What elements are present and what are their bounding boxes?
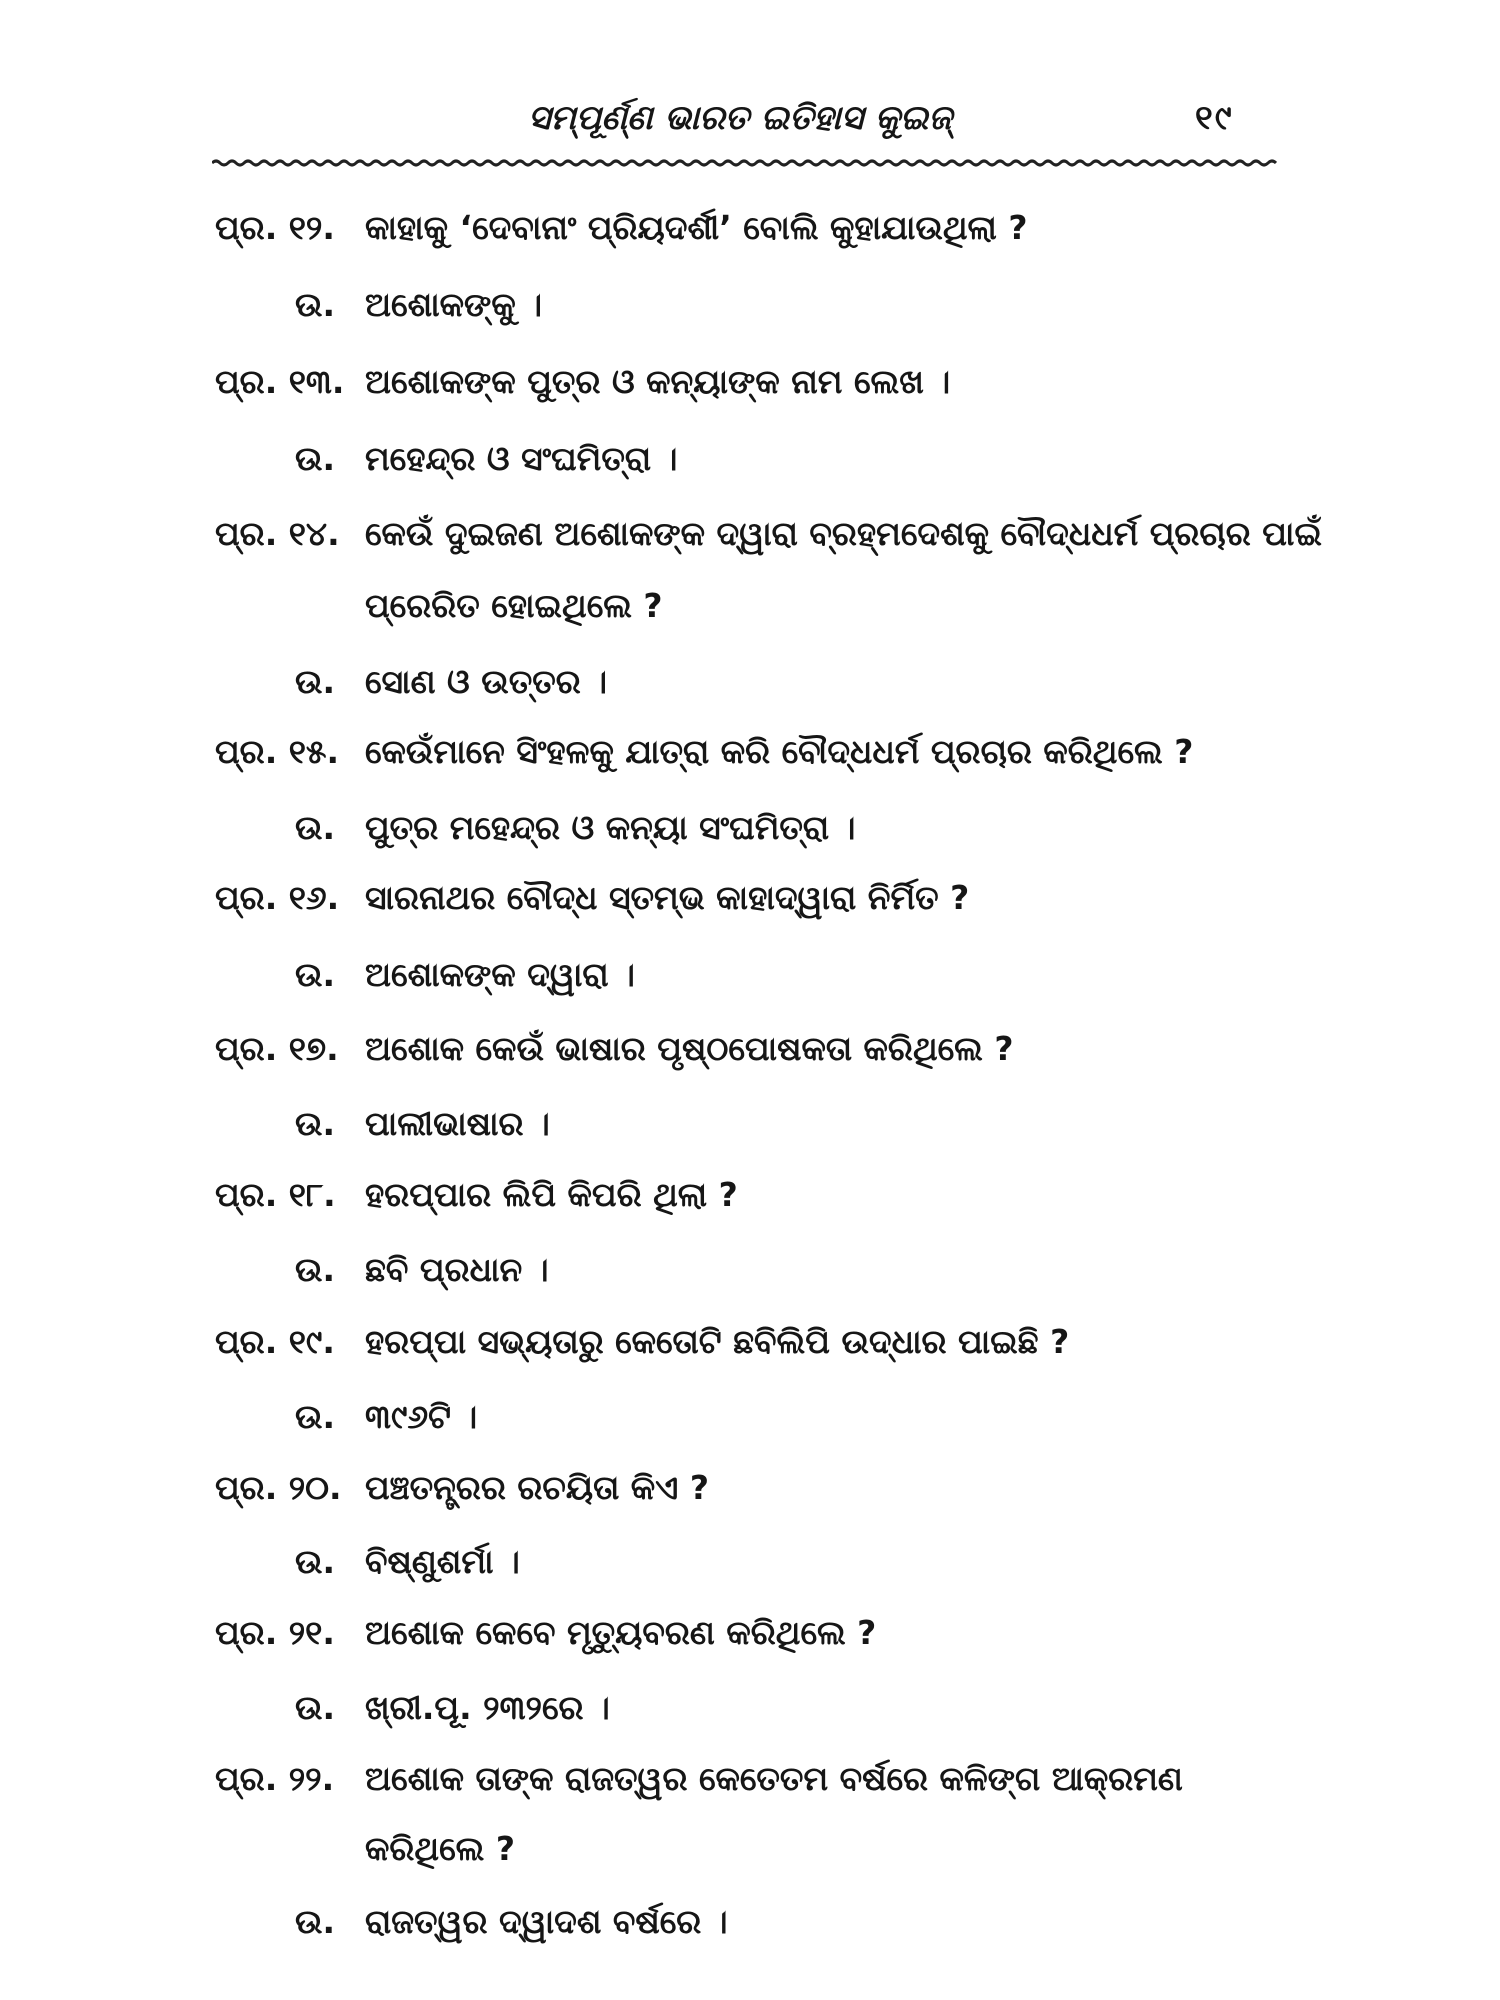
question-text: ଅଶୋକ କେବେ ମୃତ୍ୟୁବରଣ କରିଥିଲେ ? <box>365 1613 877 1652</box>
answer-text: ପାଲୀଭାଷାର । <box>365 1104 550 1143</box>
answer-label: ଉ. <box>295 1104 336 1143</box>
question-text: ଅଶୋକ କେଉଁ ଭାଷାର ପୃଷ୍ଠପୋଷକତା କରିଥିଲେ ? <box>365 1029 1014 1068</box>
answer-label: ଉ. <box>295 955 336 994</box>
answer-label: ଉ. <box>295 1250 336 1289</box>
answer-label: ଉ. <box>295 439 336 478</box>
answer-text: ଖ୍ରୀ.ପୂ. ୨୩୨ରେ । <box>365 1688 610 1727</box>
running-header-title: ସମ୍ପୂର୍ଣ୍ଣ ଭାରତ ଇତିହାସ କୁଇଜ୍ <box>528 98 952 138</box>
answer-text: ପୁତ୍ର ମହେନ୍ଦ୍ର ଓ କନ୍ୟା ସଂଘମିତ୍ରା । <box>365 808 856 847</box>
answer-label: ଉ. <box>295 662 336 701</box>
question-number: ପ୍ର. ୧୮. <box>215 1175 336 1214</box>
question-number: ପ୍ର. ୧୯. <box>215 1322 335 1361</box>
question-text: କେଉଁମାନେ ସିଂହଳକୁ ଯାତ୍ରା କରି ବୌଦ୍ଧଧର୍ମ ପ୍ରଚାର କରିଥିଲେ ? <box>365 732 1194 771</box>
answer-text: ବିଷ୍ଣୁଶର୍ମା । <box>365 1542 520 1581</box>
question-number: ପ୍ର. ୧୪. <box>215 514 340 553</box>
question-number: ପ୍ର. ୧୨. <box>215 208 335 247</box>
question-text: ଅଶୋକଙ୍କ ପୁତ୍ର ଓ କନ୍ୟାଙ୍କ ନାମ ଲେଖ । <box>365 362 951 401</box>
question-number: ପ୍ର. ୨୦. <box>215 1468 342 1507</box>
answer-text: ଅଶୋକଙ୍କୁ । <box>365 285 543 324</box>
question-text: କେଉଁ ଦୁଇଜଣ ଅଶୋକଙ୍କ ଦ୍ୱାରା ବ୍ରହ୍ମଦେଶକୁ ବୌଦ୍ଧଧର୍ମ ପ୍ରଚାର ପାଇଁ <box>365 514 1322 553</box>
answer-text: ସୋଣ ଓ ଉତ୍ତର । <box>365 662 608 701</box>
question-text: ପଞ୍ଚତନ୍ତ୍ରର ରଚୟିତା କିଏ ? <box>365 1468 710 1507</box>
question-text: ସାରନାଥର ବୌଦ୍ଧ ସ୍ତମ୍ଭ କାହାଦ୍ୱାରା ନିର୍ମିତ ? <box>365 878 970 917</box>
question-number: ପ୍ର. ୨୨. <box>215 1759 335 1798</box>
question-number: ପ୍ର. ୧୭. <box>215 1029 339 1068</box>
question-number: ପ୍ର. ୧୫. <box>215 732 340 771</box>
question-text: ହରପ୍ପା ସଭ୍ୟତାରୁ କେତୋଟି ଛବିଲିପି ଉଦ୍ଧାର ପାଇଛି ? <box>365 1322 1070 1361</box>
question-number: ପ୍ର. ୧୬. <box>215 878 340 917</box>
answer-label: ଉ. <box>295 1688 336 1727</box>
question-text-continued: କରିଥିଲେ ? <box>365 1829 515 1868</box>
answer-text: ଅଶୋକଙ୍କ ଦ୍ୱାରା । <box>365 955 635 994</box>
question-number: ପ୍ର. ୧୩. <box>215 362 345 401</box>
answer-text: ୩୯୬ଟି । <box>365 1397 478 1436</box>
question-number: ପ୍ର. ୨୧. <box>215 1613 335 1652</box>
question-text: ଅଶୋକ ତାଙ୍କ ରାଜତ୍ୱର କେତେତମ ବର୍ଷରେ କଳିଙ୍ଗ ଆକ୍ରମଣ <box>365 1759 1183 1798</box>
answer-label: ଉ. <box>295 1902 336 1941</box>
answer-text: ରାଜତ୍ୱର ଦ୍ୱାଦଶ ବର୍ଷରେ । <box>365 1902 728 1941</box>
answer-label: ଉ. <box>295 1542 336 1581</box>
answer-text: ଛବି ପ୍ରଧାନ । <box>365 1250 549 1289</box>
answer-text: ମହେନ୍ଦ୍ର ଓ ସଂଘମିତ୍ରା । <box>365 439 678 478</box>
page-number: ୧୯ <box>1195 98 1234 138</box>
answer-label: ଉ. <box>295 1397 336 1436</box>
question-text: ହରପ୍ପାର ଲିପି କିପରି ଥିଲା ? <box>365 1175 738 1214</box>
answer-label: ଉ. <box>295 808 336 847</box>
question-text-continued: ପ୍ରେରିତ ହୋଇଥିଲେ ? <box>365 586 663 625</box>
answer-label: ଉ. <box>295 285 336 324</box>
question-text: କାହାକୁ ‘ଦେବାନାଂ ପ୍ରିୟଦର୍ଶୀ’ ବୋଲି କୁହାଯାଉଥିଲା ? <box>365 208 1028 247</box>
